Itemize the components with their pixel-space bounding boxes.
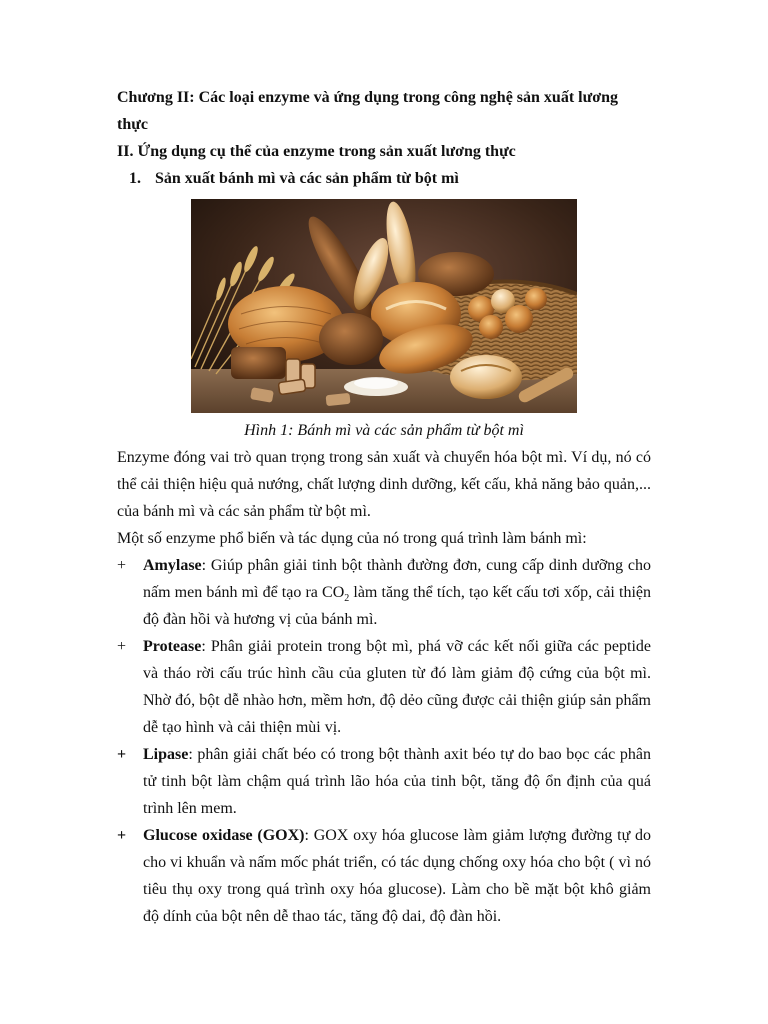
bullet-marker: + (117, 557, 127, 574)
enzyme-term: Amylase (143, 557, 202, 574)
bullet-description: : phân giải chất béo có trong bột thành axit béo tự do bao bọc các phân tử tinh bột làm chậm quá trình lão hóa của tinh bột, tăng độ ổn định của quá trình lên mem. (143, 746, 651, 817)
list-intro: Một số enzyme phổ biến và tác dụng của nó trong quá trình làm bánh mì: (117, 530, 587, 547)
subsection-heading (117, 165, 651, 192)
bullet-marker: + (117, 827, 127, 844)
bread-photo (191, 199, 577, 413)
figure (117, 199, 651, 444)
list-item (117, 633, 651, 741)
subsection-title: Sản xuất bánh mì và các sản phẩm từ bột mì (155, 170, 459, 187)
bullet-text (143, 633, 651, 741)
list-item (117, 552, 651, 633)
bullet-text (143, 552, 651, 633)
bullet-description: : Phân giải protein trong bột mì, phá vỡ các kết nối giữa các peptide và tháo rời cấu trúc hình cầu của gluten từ đó làm giảm độ cứng của bột mì. Nhờ đó, bột dễ nhào hơn, mềm hơn, độ dẻo cũng được cải thiện giúp sản phẩm dễ tạo hình và cải thiện mùi vị. (143, 638, 651, 736)
enzyme-term: Protease (143, 638, 202, 655)
enzyme-list (117, 552, 651, 930)
document-content (117, 84, 651, 930)
enzyme-term: Lipase (143, 746, 189, 763)
bullet-description: : Giúp phân giải tinh bột thành đường đơn, cung cấp dinh dưỡng cho nấm men bánh mì để tạo ra CO (143, 557, 651, 601)
intro-paragraph: Enzyme đóng vai trò quan trọng trong sản xuất và chuyển hóa bột mì. Ví dụ, nó có thể cải thiện hiệu quả nướng, chất lượng dinh dưỡng, kết cấu, khả năng bảo quản,... của bánh mì và các sản phẩm từ bột mì. (117, 449, 651, 520)
chapter-title: Chương II: Các loại enzyme và ứng dụng trong công nghệ sản xuất lương thực (117, 89, 618, 133)
section-title: II. Ứng dụng cụ thể của enzyme trong sản xuất lương thực (117, 143, 516, 160)
enzyme-term: Glucose oxidase (GOX) (143, 827, 305, 844)
bullet-text (143, 822, 651, 930)
bullet-marker: + (117, 746, 127, 763)
list-item (117, 822, 651, 930)
bullet-description: : GOX oxy hóa glucose làm giảm lượng đường tự do cho vi khuẩn và nấm mốc phát triển, có tác dụng chống oxy hóa cho bột ( vì nó tiêu thụ oxy trong quá trình oxy hóa glucose). Làm cho bề mặt bột khô giảm độ dính của bột nên dễ thao tác, tăng độ dai, độ đàn hồi. (143, 827, 651, 925)
bullet-description-cont: làm tăng thể tích, tạo kết cấu tơi xốp, cải thiện độ đàn hồi và hương vị của bánh mì. (143, 584, 651, 628)
bullet-text (143, 741, 651, 822)
subscript: 2 (344, 593, 350, 605)
subsection-number: 1. (129, 170, 141, 187)
bullet-marker: + (117, 638, 127, 655)
list-item (117, 741, 651, 822)
figure-caption: Hình 1: Bánh mì và các sản phẩm từ bột mì (244, 422, 524, 439)
